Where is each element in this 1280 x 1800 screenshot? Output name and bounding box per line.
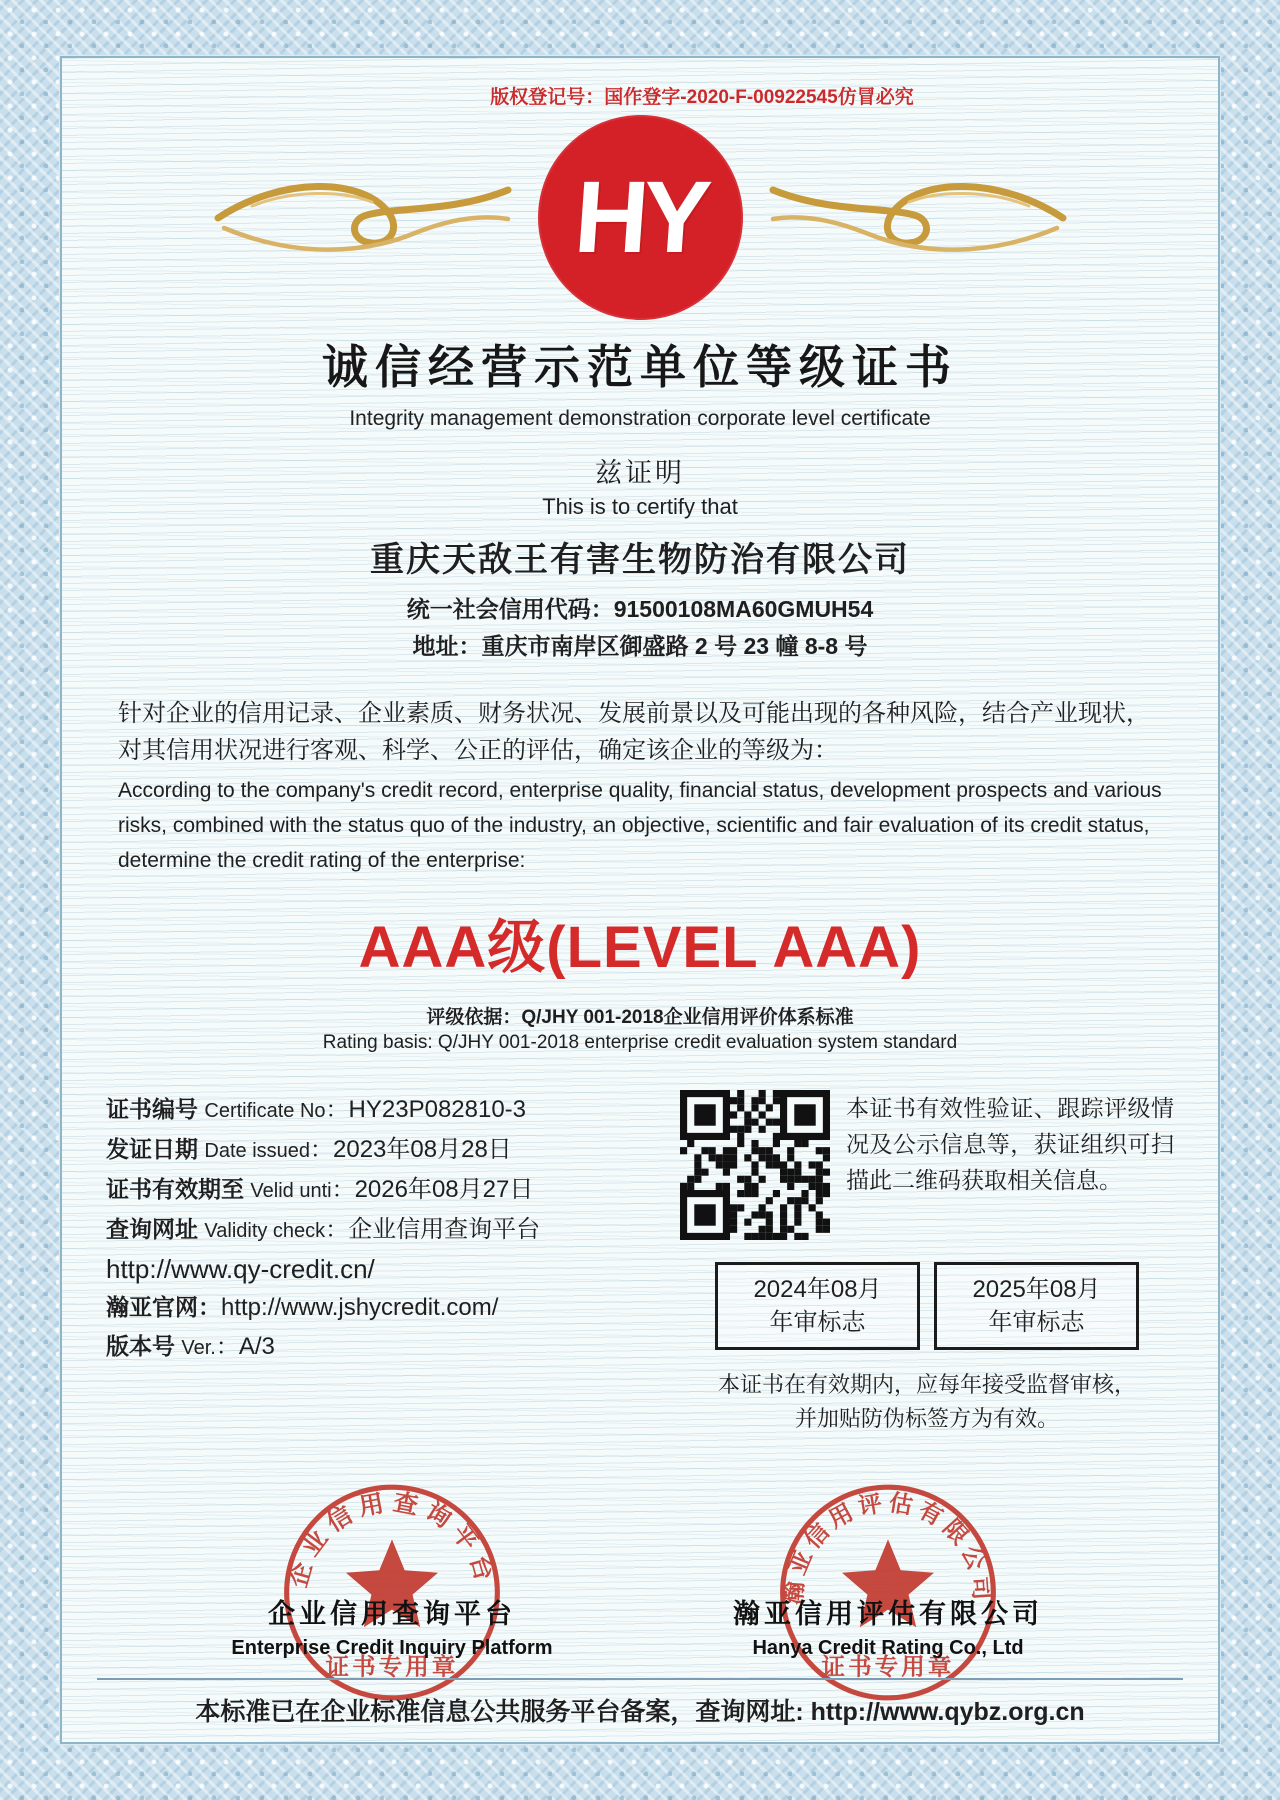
- address-line: 地址：重庆市南岸区御盛路 2 号 23 幢 8-8 号: [412, 633, 868, 659]
- version-label-cn: 版本号: [106, 1333, 175, 1359]
- rating-basis-cn: 评级依据：Q/JHY 001-2018企业信用评价体系标准: [426, 1007, 854, 1028]
- seal-arc-text: 瀚亚信用评估有限公司: [780, 1489, 996, 1606]
- official-site-label: 瀚亚官网：: [106, 1294, 221, 1320]
- qr-column: [680, 1090, 1174, 1436]
- annual-review-note-line2: 并加贴防伪标签方为有效。: [794, 1406, 1059, 1431]
- certify-statement-en: This is to certify that: [542, 494, 738, 519]
- rating-basis-en: Rating basis: Q/JHY 001-2018 enterprise credit evaluation system standard: [322, 1032, 958, 1053]
- detail-row-version: [106, 1327, 654, 1367]
- annual-review-note: [680, 1368, 1174, 1436]
- detail-label-cn: 证书有效期至: [106, 1176, 244, 1202]
- issuer-name-en: Enterprise Credit Inquiry Platform: [231, 1637, 553, 1659]
- detail-label-en: Validity check: [204, 1220, 326, 1242]
- seal-label-text: 证书专用章: [821, 1653, 955, 1680]
- detail-row-validity-check: [106, 1210, 654, 1250]
- certificate-title-en: Integrity management demonstration corporate level certificate: [349, 407, 931, 430]
- logo-row: [62, 111, 1218, 323]
- company-name: 重庆天敌王有害生物防治有限公司: [370, 541, 910, 579]
- detail-value: 企业信用查询平台: [348, 1216, 541, 1243]
- certificate-title-cn: 诚信经营示范单位等级证书: [322, 341, 958, 393]
- issuer-name-cn: 瀚亚信用评估有限公司: [733, 1599, 1043, 1629]
- official-site-url: http://www.jshycredit.com/: [221, 1294, 499, 1321]
- qr-row: [680, 1090, 1174, 1240]
- separator: ：: [310, 1136, 334, 1162]
- annual-review-label: 年审标志: [769, 1309, 866, 1336]
- detail-value: 2026年08月27日: [354, 1176, 534, 1203]
- version-label-en: Ver.: [181, 1337, 216, 1359]
- detail-row-certificate-no: [106, 1090, 654, 1130]
- issuer-names: [658, 1592, 1118, 1660]
- version-value: A/3: [238, 1333, 275, 1360]
- standard-filing-line: 本标准已在企业标准信息公共服务平台备案，查询网址: http://www.qybz.org.cn: [97, 1678, 1184, 1728]
- detail-label-en: Date issued: [204, 1140, 311, 1162]
- qr-caption: 本证书有效性验证、跟踪评级情况及公示信息等，获证组织可扫描此二维码获取相关信息。: [846, 1095, 1174, 1193]
- rating-level: AAA级(LEVEL AAA): [358, 915, 922, 980]
- detail-value: HY23P082810-3: [348, 1096, 527, 1123]
- separator: ：: [215, 1333, 239, 1359]
- annual-review-label: 年审标志: [988, 1309, 1085, 1336]
- annual-review-box-2024: [715, 1262, 920, 1350]
- credit-code-line: 统一社会信用代码：91500108MA60GMUH54: [406, 596, 874, 622]
- detail-label-cn: 证书编号: [106, 1096, 198, 1122]
- detail-row-date-issued: [106, 1130, 654, 1170]
- issuer-name-cn: 企业信用查询平台: [268, 1599, 516, 1629]
- annual-review-date: 2025年08月: [972, 1276, 1101, 1303]
- gold-flourish-left-icon: [212, 172, 512, 262]
- separator: ：: [331, 1176, 355, 1202]
- issuer-names: [162, 1592, 622, 1660]
- evaluation-intro-en: According to the company's credit record, enterprise quality, financial status, development prospects and various risks, combined with the status quo of the industry, an objective, scientific and fair evaluation of its credit status, determine the credit rating of the enterprise:: [118, 779, 1162, 872]
- certificate-details: [106, 1090, 654, 1436]
- hy-logo-icon: [538, 115, 743, 320]
- seal-arc-text: 企业信用查询平台: [284, 1488, 500, 1591]
- detail-value: 2023年08月28日: [333, 1136, 512, 1163]
- certify-statement-cn: 兹证明: [595, 458, 685, 488]
- issuer-name-en: Hanya Credit Rating Co., Ltd: [752, 1637, 1024, 1659]
- qr-code-icon: [680, 1090, 830, 1240]
- query-url: http://www.qy-credit.cn/: [106, 1254, 375, 1284]
- copyright-registration-notice: 版权登记号：国作登字-2020-F-00922545仿冒必究: [490, 87, 914, 108]
- separator: ：: [325, 1216, 349, 1242]
- detail-row-valid-until: [106, 1170, 654, 1210]
- certificate-inner-frame: [60, 56, 1220, 1744]
- detail-label-en: Velid unti: [250, 1180, 332, 1202]
- detail-label-en: Certificate No: [204, 1100, 326, 1122]
- detail-label-cn: 查询网址: [106, 1216, 198, 1242]
- annual-review-boxes: [680, 1262, 1174, 1350]
- evaluation-intro-cn: 针对企业的信用记录、企业素质、财务状况、发展前景以及可能出现的各种风险，结合产业现状，对其信用状况进行客观、科学、公正的评估，确定该企业的等级为：: [118, 700, 1150, 764]
- certificate-info-section: [106, 1090, 1174, 1436]
- detail-label-cn: 发证日期: [106, 1136, 198, 1162]
- hy-logo-letters: HY: [571, 159, 709, 274]
- gold-flourish-right-icon: [769, 172, 1069, 262]
- separator: ：: [325, 1096, 349, 1122]
- annual-review-date: 2024年08月: [753, 1276, 882, 1303]
- detail-row-official-site: [106, 1288, 654, 1327]
- annual-review-box-2025: [934, 1262, 1139, 1350]
- seal-label-text: 证书专用章: [325, 1653, 459, 1680]
- annual-review-note-line1: 本证书在有效期内，应每年接受监督审核，: [717, 1372, 1136, 1397]
